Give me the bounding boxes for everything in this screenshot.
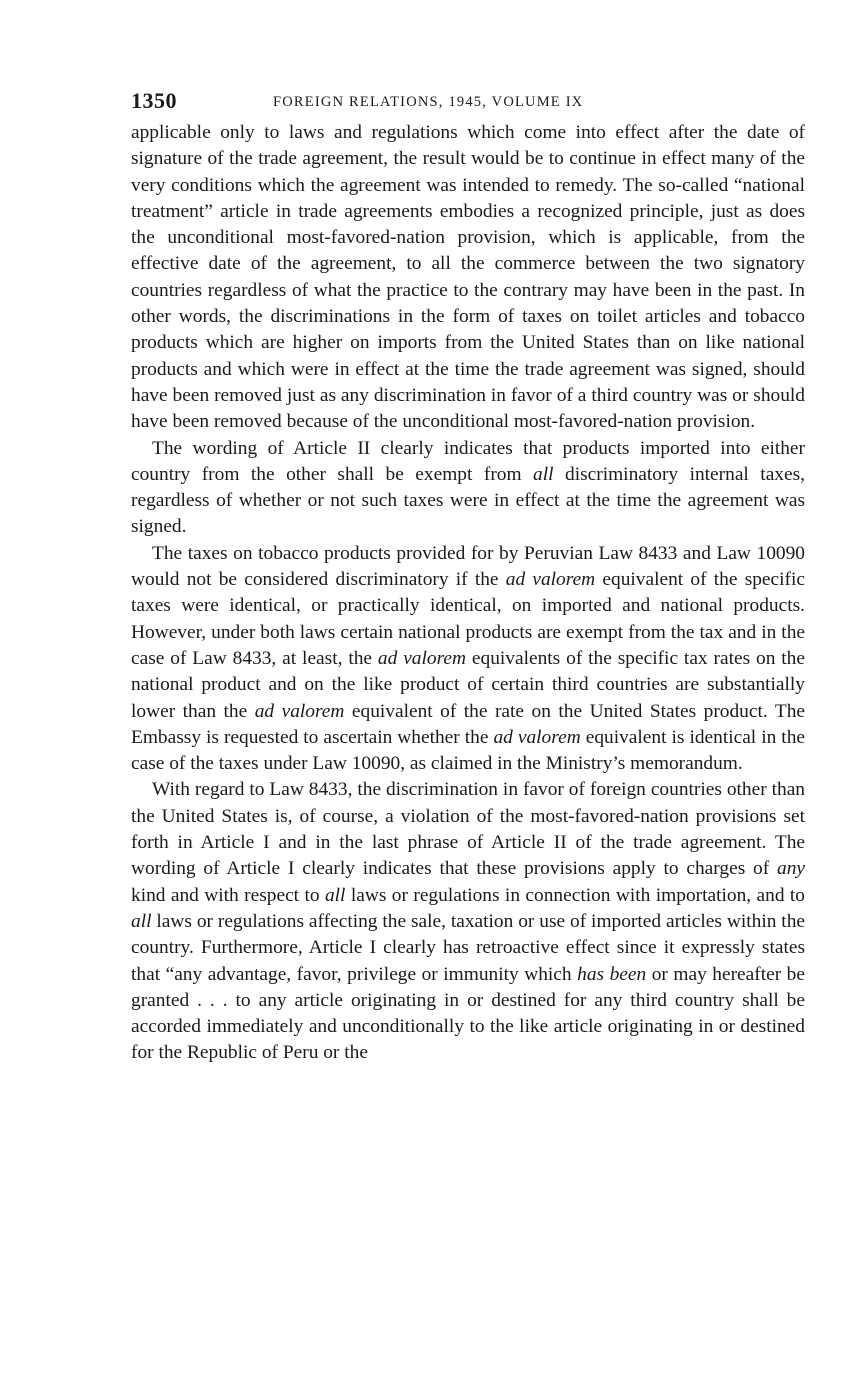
text-span: or may hereafter be granted . . . to any article originating in or destined for any third country shall be accorded immediately and unconditionally to the like article originating in or destined for the Republic of Peru or the xyxy=(131,963,805,1064)
paragraph-tobacco-taxes xyxy=(131,541,805,778)
text-span: equivalents of the specific tax rates on the national product and on the like product of certain third countries are substantially lower than the xyxy=(131,647,805,722)
document-page xyxy=(131,88,805,1067)
text-span: equivalent is identical in the case of the taxes under Law 10090, as claimed in the Ministry’s memorandum. xyxy=(131,726,805,775)
page-number: 1350 xyxy=(131,88,177,113)
text-span: discriminatory internal taxes, regardless of whether or not such taxes were in effect at the time the agreement was signed. xyxy=(131,463,805,538)
paragraph-article-ii xyxy=(131,436,805,541)
italic-span: ad valorem xyxy=(493,726,581,748)
body-text xyxy=(131,120,805,1067)
text-span: With regard to Law 8433, the discrimination in favor of foreign countries other than the United States is, of course, a violation of the most-favored-nation provisions set forth in Article I and in the last phrase of Article II of the trade agreement. The wording of Article I clearly indicates that these provisions apply to charges of xyxy=(131,779,805,880)
italic-span: all xyxy=(533,463,554,485)
italic-span: any xyxy=(777,858,805,880)
italic-span: has been xyxy=(577,963,647,985)
running-head xyxy=(131,88,805,114)
italic-span: ad valorem xyxy=(254,700,345,722)
running-title: FOREIGN RELATIONS, 1945, VOLUME IX xyxy=(273,94,584,110)
text-span: applicable only to laws and regulations which come into effect after the date of signature of the trade agreement, the result would be to continue in effect many of the very conditions which the agreement was intended to remedy. The so-called “national treatment” article in trade agreements embodies a recognized principle, just as does the unconditional most-favored-nation provision, which is applicable, from the effective date of the agreement, to all the commerce between the two signatory countries regardless of what the practice to the contrary may have been in the past. In other words, the discriminations in the form of taxes on toilet articles and tobacco products which are higher on imports from the United States than on like national products and which were in effect at the time the trade agreement was signed, should have been removed just as any discrimination in favor of a third country was or should have been removed because of the unconditional most-favored-nation provision. xyxy=(131,122,805,433)
text-span: equivalent of the rate on the United States product. The Embassy is requested to ascertain whether the xyxy=(131,700,805,748)
text-span: laws or regulations affecting the sale, taxation or use of imported articles within the country. Furthermore, Article I clearly has retroactive effect since it expressly states that “any advantage, favor, privilege or immunity which xyxy=(131,910,805,985)
text-span: The taxes on tobacco products provided for by Peruvian Law 8433 and Law 10090 would not be considered discriminatory if the xyxy=(131,542,805,591)
italic-span: ad valorem xyxy=(505,569,596,591)
text-span: laws or regulations in connection with importation, and to xyxy=(345,884,806,906)
italic-span: all xyxy=(131,910,152,932)
paragraph-continuation xyxy=(131,120,805,436)
text-span: The wording of Article II clearly indicates that products imported into either country from the other shall be exempt from xyxy=(131,437,805,485)
paragraph-law-8433 xyxy=(131,777,805,1066)
text-span: kind and with respect to xyxy=(131,884,325,906)
text-span: equivalent of the specific taxes were identical, or practically identical, on imported and national products. However, under both laws certain national products are exempt from the tax and in the case of Law 8433, at least, the xyxy=(131,569,805,669)
italic-span: all xyxy=(324,884,346,906)
italic-span: ad valorem xyxy=(377,647,467,669)
